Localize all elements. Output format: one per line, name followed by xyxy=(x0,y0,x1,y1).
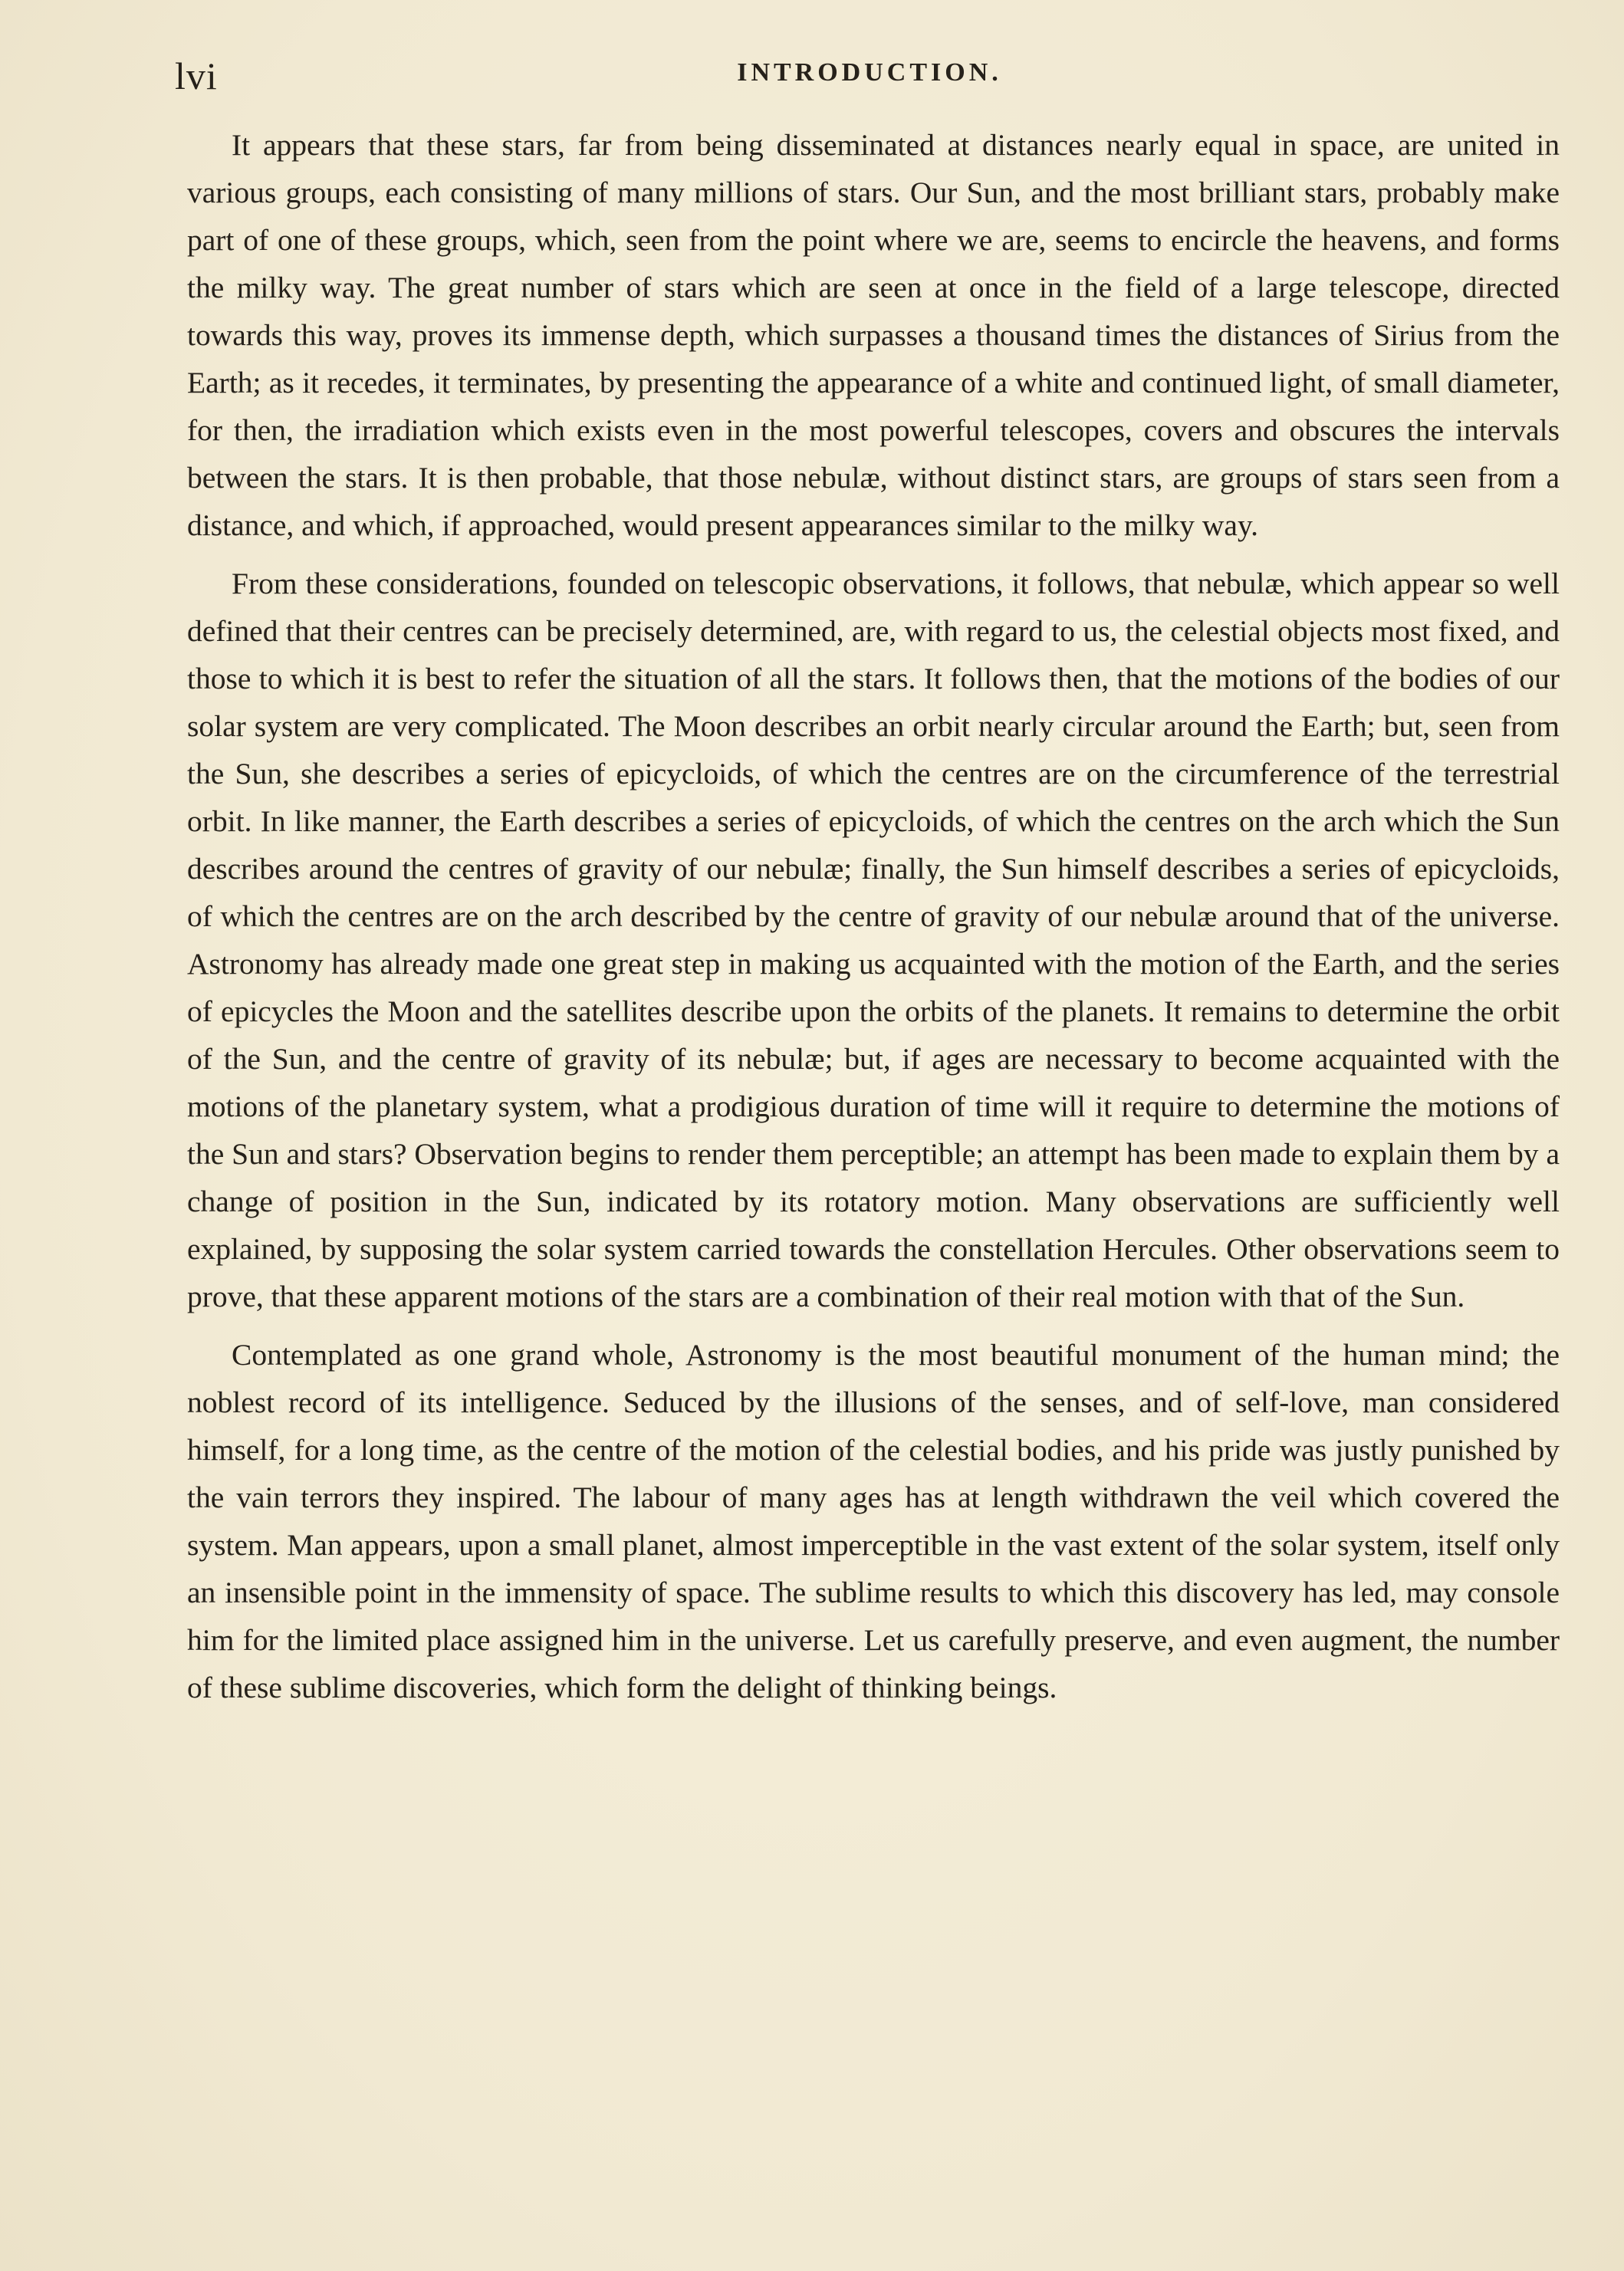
running-title: INTRODUCTION. xyxy=(737,58,1002,87)
paragraph-star-groups: It appears that these stars, far from being disseminated at distances nearly equal in space, are united in various groups, each consisting of many millions of stars. Our Sun, and the most brilliant stars, probably make part of one of these groups, which, seen from the point where we are, seems to encircle the heavens, and forms the milky way. The great number of stars which are seen at once in the field of a large telescope, directed towards this way, proves its immense depth, which surpasses a thousand times the distances of Sirius from the Earth; as it recedes, it terminates, by presenting the appearance of a white and continued light, of small diameter, for then, the irradiation which exists even in the most powerful telescopes, covers and obscures the intervals between the stars. It is then probable, that those nebulæ, without distinct stars, are groups of stars seen from a distance, and which, if approached, would present appearances similar to the milky way. xyxy=(187,128,1560,542)
paragraph-astronomy-monument: Contemplated as one grand whole, Astronomy is the most beautiful monument of the human mind; the noblest record of its intelligence. Seduced by the illusions of the senses, and of self-love, man considered himself, for a long time, as the centre of the motion of the celestial bodies, and his pride was justly punished by the vain terrors they inspired. The labour of many ages has at length withdrawn the veil which covered the system. Man appears, upon a small planet, almost imperceptible in the vast extent of the solar system, itself only an insensible point in the immensity of space. The sublime results to which this discovery has led, may console him for the limited place assigned him in the universe. Let us carefully preserve, and even augment, the number of these sublime discoveries, which form the delight of thinking beings. xyxy=(187,1338,1560,1704)
running-head xyxy=(175,54,1564,107)
page-number: lvi xyxy=(175,54,218,97)
paragraph-solar-motions: From these considerations, founded on telescopic observations, it follows, that nebulæ, which appear so well defined that their centres can be precisely determined, are, with regard to us, the celestial objects most fixed, and those to which it is best to refer the situation of all the stars. It follows then, that the motions of the bodies of our solar system are very complicated. The Moon describes an orbit nearly circular around the Earth; but, seen from the Sun, she describes a series of epicycloids, of which the centres are on the circumference of the terrestrial orbit. In like manner, the Earth describes a series of epicycloids, of which the centres on the arch which the Sun describes around the centres of gravity of our nebulæ; finally, the Sun himself describes a series of epicycloids, of which the centres are on the arch described by the centre of gravity of our nebulæ around that of the universe. Astronomy has already made one great step in making us acquainted with the motion of the Earth, and the series of epicycles the Moon and the satellites describe upon the orbits of the planets. It remains to determine the orbit of the Sun, and the centre of gravity of its nebulæ; but, if ages are necessary to become acquainted with the motions of the planetary system, what a prodigious duration of time will it require to determine the motions of the Sun and stars? Observation begins to render them perceptible; an attempt has been made to explain them by a change of position in the Sun, indicated by its rotatory motion. Many observations are sufficiently well explained, by supposing the solar system carried towards the constellation Hercules. Other observations seem to prove, that these apparent motions of the stars are a combination of their real motion with that of the Sun. xyxy=(187,567,1560,1313)
body-text xyxy=(187,121,1560,1711)
